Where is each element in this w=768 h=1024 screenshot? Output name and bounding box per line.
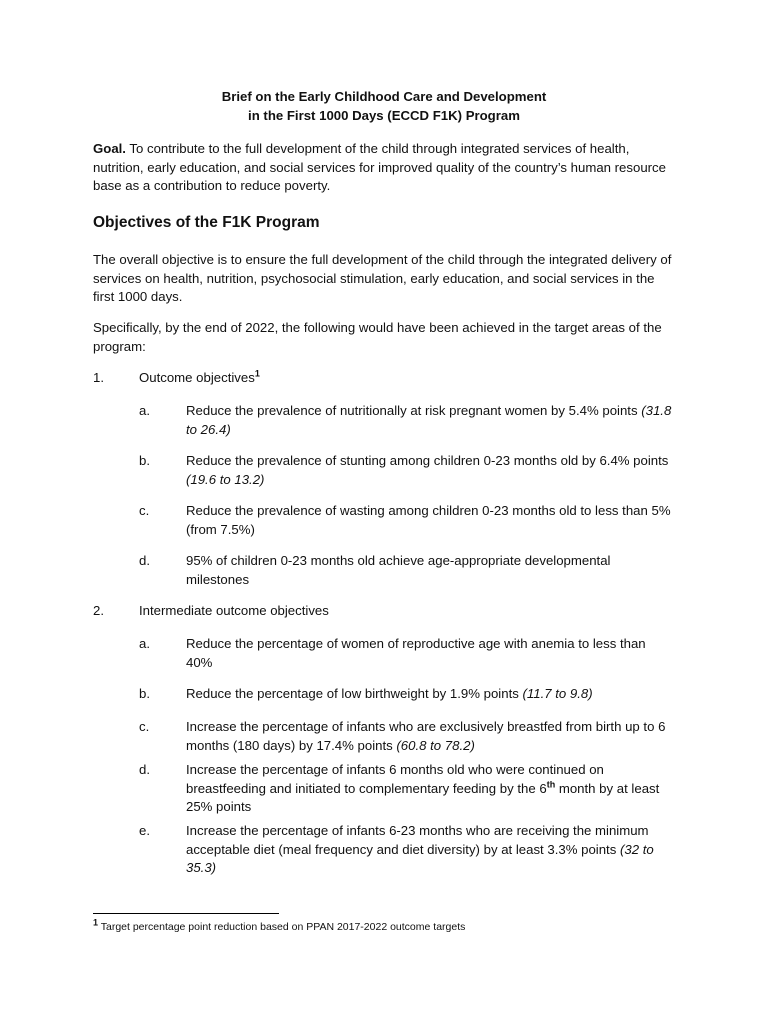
section-1-label bbox=[139, 369, 260, 388]
footnote-marker: 1 bbox=[93, 917, 99, 928]
s2-item-c-letter: c. bbox=[139, 719, 150, 734]
s1-item-b-body: Reduce the prevalence of stunting among children 0-23 months old by 6.4% points bbox=[186, 453, 669, 468]
s2-item-b-letter: b. bbox=[139, 686, 150, 701]
s2-item-c-range: (60.8 to 78.2) bbox=[396, 737, 475, 753]
section-2-number: 2. bbox=[93, 603, 104, 618]
s1-item-b-range: (19.6 to 13.2) bbox=[186, 471, 265, 487]
s1-item-c-text: Reduce the prevalence of wasting among children 0-23 months old to less than 5% (from 7.5%) bbox=[186, 503, 671, 537]
s2-item-b-body: Reduce the percentage of low birthweight by 1.9% points bbox=[186, 686, 523, 701]
title-line-1: Brief on the Early Childhood Care and Development bbox=[221, 89, 547, 104]
section-1-label-text: Outcome objectives bbox=[139, 370, 255, 385]
s1-item-a-letter: a. bbox=[139, 403, 150, 418]
document-title bbox=[93, 88, 675, 125]
footnote-text: Target percentage point reduction based on PPAN 2017-2022 outcome targets bbox=[98, 921, 466, 933]
objectives-heading: Objectives of the F1K Program bbox=[93, 214, 320, 231]
s2-item-c-text bbox=[186, 718, 674, 755]
title-line-2: in the First 1000 Days (ECCD F1K) Program bbox=[248, 107, 520, 123]
s2-item-a-letter: a. bbox=[139, 636, 150, 651]
s1-item-d-letter: d. bbox=[139, 553, 150, 568]
s2-item-c-body: Increase the percentage of infants who are exclusively breastfed from birth up to 6 months (180 days) by 17.4% points bbox=[186, 719, 666, 753]
s1-item-b-text bbox=[186, 452, 674, 489]
s1-item-a-text bbox=[186, 402, 674, 439]
s2-item-d-body-pre: Increase the percentage of infants 6 months old who were continued on breastfeeding and initiated to complementary feeding by the 6 bbox=[186, 762, 604, 796]
footnote bbox=[93, 917, 466, 934]
s2-item-e-text bbox=[186, 822, 674, 878]
s2-item-e-range: (32 to 35.3) bbox=[186, 841, 654, 875]
section-1-footnote-marker: 1 bbox=[254, 368, 260, 379]
specific-objective-paragraph: Specifically, by the end of 2022, the following would have been achieved in the target areas of the program: bbox=[93, 320, 662, 354]
s1-item-d-text: 95% of children 0-23 months old achieve age-appropriate developmental milestones bbox=[186, 553, 611, 587]
s2-item-e-body: Increase the percentage of infants 6-23 months who are receiving the minimum acceptable diet (meal frequency and diet diversity) by at least 3.3% points bbox=[186, 823, 649, 857]
goal-label: Goal. bbox=[93, 141, 126, 156]
s1-item-c-letter: c. bbox=[139, 503, 150, 518]
s1-item-a-body: Reduce the prevalence of nutritionally at risk pregnant women by 5.4% points bbox=[186, 403, 642, 418]
s2-item-d-letter: d. bbox=[139, 762, 150, 777]
s1-item-a-range: (31.8 to 26.4) bbox=[186, 403, 672, 437]
s2-item-d-body-post: month by at least 25% points bbox=[186, 780, 660, 814]
s1-item-b-letter: b. bbox=[139, 453, 150, 468]
footnote-separator bbox=[93, 913, 279, 914]
s2-item-b-text bbox=[186, 685, 674, 704]
s2-item-d-superscript: th bbox=[546, 779, 556, 790]
s2-item-b-range: (11.7 to 9.8) bbox=[522, 686, 593, 701]
section-1-number: 1. bbox=[93, 370, 104, 385]
goal-paragraph bbox=[93, 140, 673, 196]
overall-objective-paragraph: The overall objective is to ensure the full development of the child through the integrated delivery of services on health, nutrition, psychosocial stimulation, early education, and social services in the first 1000 days. bbox=[93, 252, 672, 304]
s2-item-a-text: Reduce the percentage of women of reproductive age with anemia to less than 40% bbox=[186, 636, 646, 670]
s2-item-d-text bbox=[186, 761, 674, 817]
goal-text: To contribute to the full development of the child through integrated services of health, nutrition, early education, and social services for improved quality of the country’s human resource base as a contribution to reduce poverty. bbox=[93, 141, 666, 193]
s2-item-e-letter: e. bbox=[139, 823, 150, 838]
section-2-label: Intermediate outcome objectives bbox=[139, 603, 329, 618]
